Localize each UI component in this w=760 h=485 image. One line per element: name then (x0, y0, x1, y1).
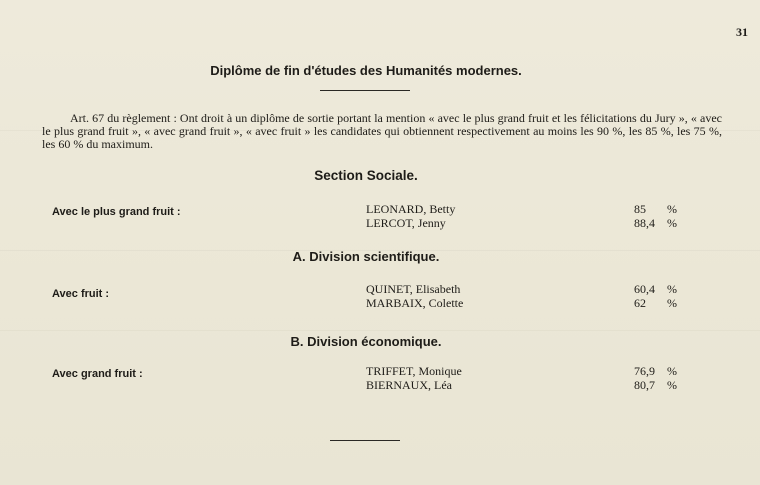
candidate-name: TRIFFET, Monique (366, 364, 462, 378)
section-heading-scientifique: A. Division scientifique. (292, 249, 440, 264)
result-row (0, 216, 760, 230)
bleed-through-line (0, 330, 760, 331)
percent-sign: % (667, 282, 677, 296)
section-heading-economique: B. Division économique. (290, 334, 442, 349)
closing-divider (330, 440, 400, 441)
percent-sign: % (667, 378, 677, 392)
mention-label: Avec grand fruit : (52, 368, 143, 380)
candidate-name: MARBAIX, Colette (366, 296, 464, 310)
candidate-name: BIERNAUX, Léa (366, 378, 452, 392)
page-number: 31 (736, 25, 748, 39)
percent-sign: % (667, 296, 677, 310)
result-row (0, 364, 760, 378)
candidate-name: LERCOT, Jenny (366, 216, 446, 230)
result-row (0, 202, 760, 216)
document-title: Diplôme de fin d'études des Humanités modernes. (210, 63, 522, 78)
candidate-score: 88,4 (634, 216, 655, 230)
mention-label: Avec le plus grand fruit : (52, 206, 181, 218)
article-paragraph: Art. 67 du règlement : Ont droit à un diplôme de sortie portant la mention « avec le plus grand fruit et les félicitations du Jury », « avec le plus grand fruit », « avec grand fruit », « avec fruit » les candidates qui obtiennent respectivement au moins les 90 %, les 85 %, les 75 %, les 60 % du maximum. (42, 111, 722, 151)
candidate-score: 60,4 (634, 282, 655, 296)
candidate-score: 76,9 (634, 364, 655, 378)
candidate-name: LEONARD, Betty (366, 202, 456, 216)
percent-sign: % (667, 364, 677, 378)
candidate-name: QUINET, Elisabeth (366, 282, 461, 296)
percent-sign: % (667, 202, 677, 216)
result-row (0, 378, 760, 392)
section-heading-sociale: Section Sociale. (314, 168, 418, 183)
title-divider (320, 90, 410, 91)
candidate-score: 62 (634, 296, 646, 310)
percent-sign: % (667, 216, 677, 230)
candidate-score: 85 (634, 202, 646, 216)
mention-label: Avec fruit : (52, 288, 110, 300)
result-row (0, 282, 760, 296)
candidate-score: 80,7 (634, 378, 655, 392)
result-row (0, 296, 760, 310)
